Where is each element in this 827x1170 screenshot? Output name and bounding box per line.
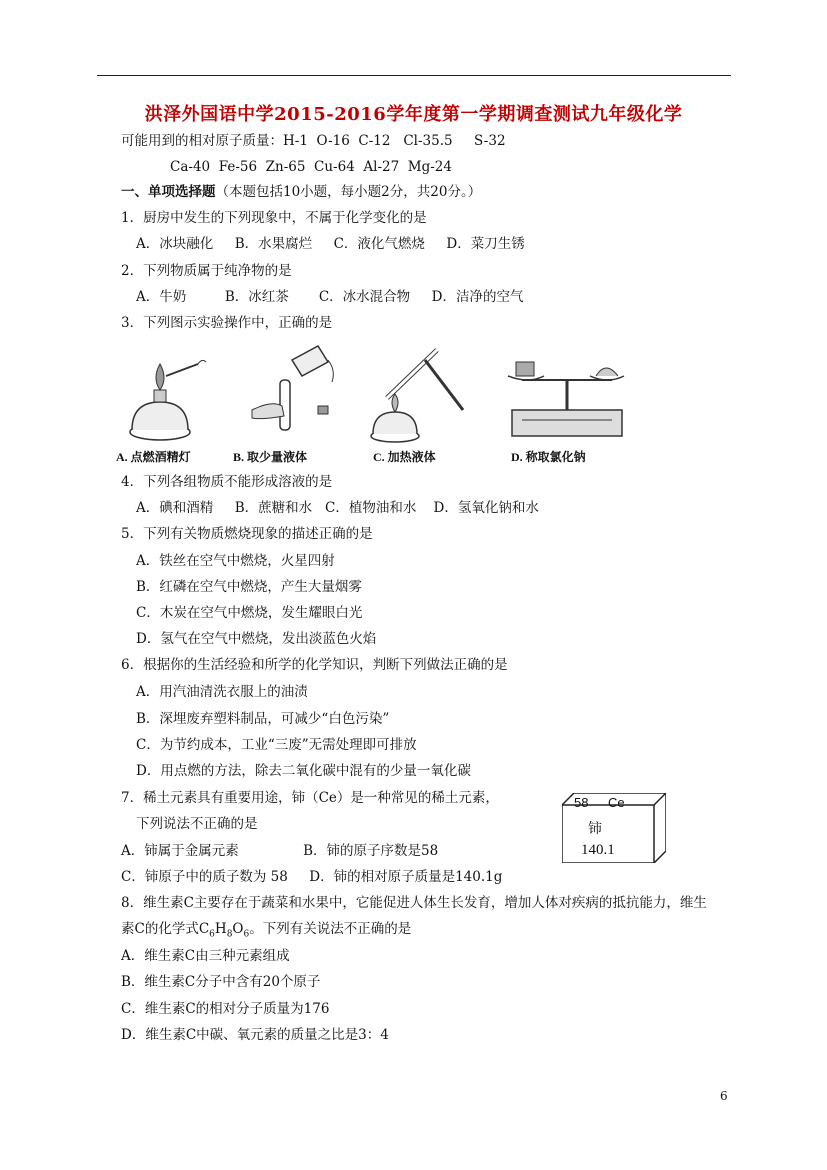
- question-5-option-c: C．木炭在空气中燃烧，发生耀眼白光: [136, 605, 363, 621]
- figure-balance: [500, 340, 640, 465]
- formula-text-3: O: [232, 921, 244, 937]
- question-3-stem: 3．下列图示实验操作中，正确的是: [121, 315, 333, 331]
- figure-pour-liquid: [232, 340, 372, 465]
- question-5-option-b: B．红磷在空气中燃烧，产生大量烟雾: [136, 579, 362, 595]
- question-8-option-a: A．维生素C由三种元素组成: [121, 948, 290, 964]
- atomic-masses-line2: Ca-40 Fe-56 Zn-65 Cu-64 Al-27 Mg-24: [170, 159, 452, 175]
- question-1-stem: 1．厨房中发生的下列现象中，不属于化学变化的是: [121, 210, 427, 226]
- question-8-stem-2: [121, 920, 411, 944]
- element-atomic-mass: 140.1: [581, 842, 615, 858]
- question-4-options: A．碘和酒精 B．蔗糖和水 C．植物油和水 D．氢氧化钠和水: [136, 500, 539, 516]
- question-8-option-c: C．维生素C的相对分子质量为176: [121, 1001, 330, 1017]
- question-7-stem: 7．稀土元素具有重要用途，铈（Ce）是一种常见的稀土元素，: [121, 790, 499, 806]
- question-6-option-b: B．深埋废弃塑料制品，可减少“白色污染”: [136, 711, 390, 727]
- formula-sub-1: 6: [209, 929, 215, 940]
- question-1-options: A．冰块融化 B．水果腐烂 C．液化气燃烧 D．菜刀生锈: [136, 236, 525, 252]
- formula-text-2: H: [214, 921, 227, 937]
- question-6-option-a: A．用汽油清洗衣服上的油渍: [136, 684, 308, 700]
- section-title: 一、单项选择题: [121, 184, 216, 200]
- section-note: （本题包括10小题，每小题2分，共20分。）: [215, 184, 482, 200]
- question-2-options: A．牛奶 B．冰红茶 C．冰水混合物 D．洁净的空气: [136, 289, 524, 305]
- question-5-stem: 5．下列有关物质燃烧现象的描述正确的是: [121, 526, 373, 542]
- question-2-stem: 2．下列物质属于纯净物的是: [121, 263, 292, 279]
- question-6-option-d: D．用点燃的方法，除去二氧化碳中混有的少量一氧化碳: [136, 763, 471, 779]
- figure-caption-a: A. 点燃酒精灯: [116, 450, 191, 464]
- question-5-option-d: D．氢气在空气中燃烧，发出淡蓝色火焰: [136, 631, 377, 647]
- question-6-stem: 6．根据你的生活经验和所学的化学知识，判断下列做法正确的是: [121, 657, 508, 673]
- element-symbol: Ce: [608, 795, 625, 810]
- formula-sub-3: 6: [243, 929, 250, 940]
- question-4-stem: 4．下列各组物质不能形成溶液的是: [121, 474, 333, 490]
- question-8-option-b: B．维生素C分子中含有20个原子: [121, 974, 321, 990]
- figure-caption-d: D. 称取氯化钠: [511, 450, 586, 464]
- question-8-stem: 8．维生素C主要存在于蔬菜和水果中，它能促进人体生长发育，增加人体对疾病的抵抗能力，维生: [121, 895, 707, 911]
- atomic-masses-line1: 可能用到的相对原子质量：H-1 O-16 C-12 Cl-35.5 S-32: [121, 133, 506, 149]
- formula-text-4: 。下列有关说法不正确的是: [249, 921, 412, 937]
- figure-heat-liquid: [355, 340, 495, 465]
- element-atomic-number: 58: [574, 795, 589, 810]
- question-7-options-1: A．铈属于金属元素 B．铈的原子序数是58: [121, 843, 439, 859]
- figure-caption-b: B. 取少量液体: [233, 450, 308, 464]
- formula-text-1: 素C的化学式C: [121, 921, 210, 937]
- question-7-options-2: C．铈原子中的质子数为 58 D．铈的相对原子质量是140.1g: [121, 869, 503, 885]
- page-title: 洪泽外国语中学2015-2016学年度第一学期调查测试九年级化学: [144, 104, 683, 125]
- question-6-option-c: C．为节约成本，工业“三废”无需处理即可排放: [136, 737, 417, 753]
- question-7-stem-2: 下列说法不正确的是: [136, 816, 258, 832]
- question-5-option-a: A．铁丝在空气中燃烧，火星四射: [136, 553, 335, 569]
- question-8-option-d: D．维生素C中碳、氧元素的质量之比是3：4: [121, 1027, 389, 1043]
- section-heading: [121, 183, 481, 201]
- figure-caption-c: C. 加热液体: [373, 450, 436, 464]
- header-rule: [97, 75, 731, 76]
- element-name: 铈: [588, 821, 602, 837]
- page-number: 6: [720, 1089, 728, 1103]
- formula-sub-2: 8: [226, 929, 233, 940]
